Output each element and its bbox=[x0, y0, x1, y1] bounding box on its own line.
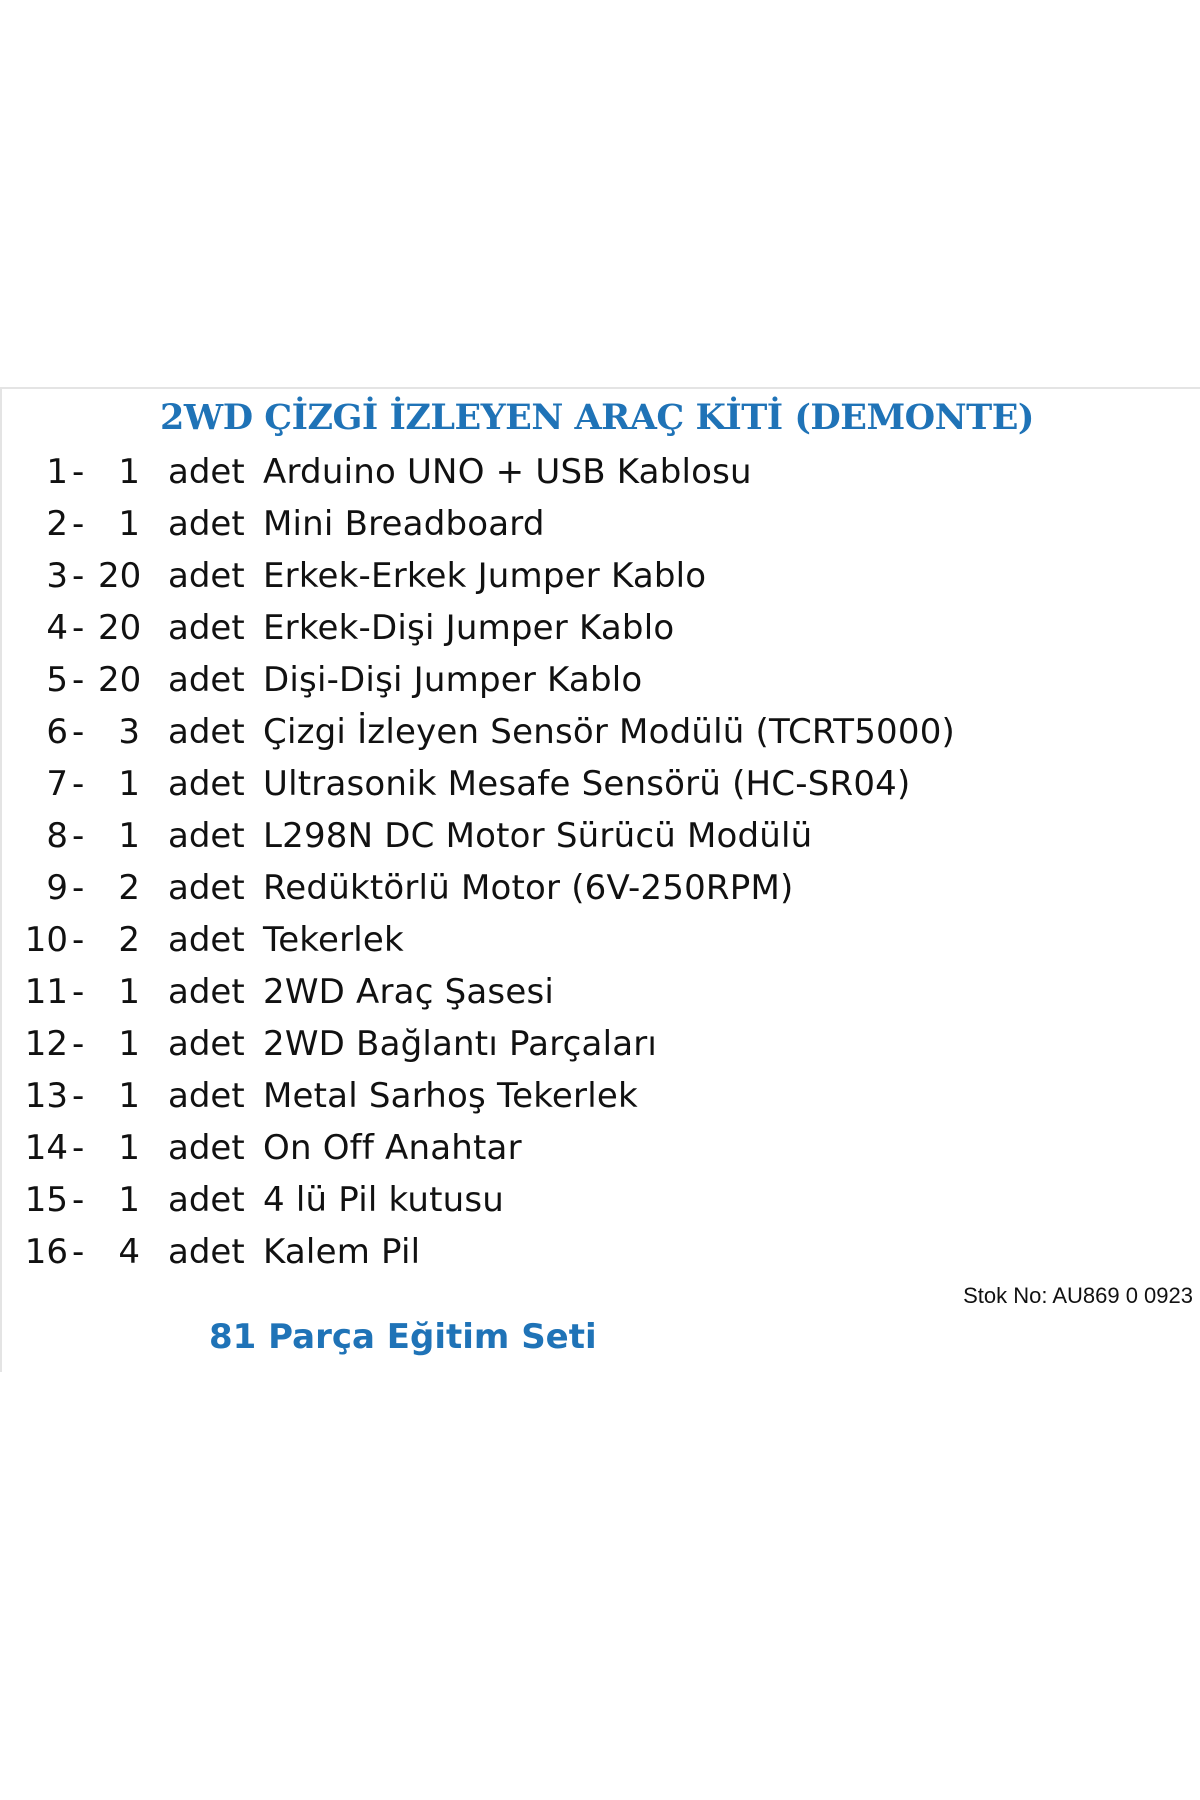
item-quantity: 1 bbox=[118, 1024, 140, 1064]
parts-list bbox=[2, 446, 1200, 1278]
item-index: 9 bbox=[46, 868, 68, 908]
list-item bbox=[2, 550, 1200, 602]
item-name: Ultrasonik Mesafe Sensörü (HC-SR04) bbox=[263, 764, 911, 804]
item-name: Metal Sarhoş Tekerlek bbox=[263, 1076, 638, 1116]
item-quantity: 1 bbox=[118, 1180, 140, 1220]
item-index: 10 bbox=[24, 920, 68, 960]
item-unit: adet bbox=[168, 1024, 245, 1064]
item-separator: - bbox=[72, 660, 85, 700]
item-quantity: 4 bbox=[118, 1232, 140, 1272]
item-index: 14 bbox=[24, 1128, 68, 1168]
item-name: Çizgi İzleyen Sensör Modülü (TCRT5000) bbox=[263, 712, 956, 752]
item-unit: adet bbox=[168, 556, 245, 596]
item-unit: adet bbox=[168, 920, 245, 960]
list-item bbox=[2, 758, 1200, 810]
item-separator: - bbox=[72, 1128, 85, 1168]
item-quantity: 2 bbox=[118, 868, 140, 908]
item-separator: - bbox=[72, 868, 85, 908]
item-quantity: 1 bbox=[118, 972, 140, 1012]
item-name: Dişi-Dişi Jumper Kablo bbox=[263, 660, 643, 700]
list-item bbox=[2, 810, 1200, 862]
item-separator: - bbox=[72, 816, 85, 856]
item-name: Tekerlek bbox=[263, 920, 404, 960]
item-quantity: 1 bbox=[118, 816, 140, 856]
list-item bbox=[2, 446, 1200, 498]
item-unit: adet bbox=[168, 452, 245, 492]
item-quantity: 1 bbox=[118, 504, 140, 544]
item-unit: adet bbox=[168, 764, 245, 804]
item-quantity: 20 bbox=[98, 660, 142, 700]
item-quantity: 1 bbox=[118, 452, 140, 492]
stock-number: Stok No: AU869 0 0923 bbox=[963, 1283, 1193, 1308]
item-index: 3 bbox=[46, 556, 68, 596]
item-quantity: 3 bbox=[118, 712, 140, 752]
item-quantity: 1 bbox=[118, 1128, 140, 1168]
item-separator: - bbox=[72, 1180, 85, 1220]
item-unit: adet bbox=[168, 608, 245, 648]
item-unit: adet bbox=[168, 868, 245, 908]
item-name: L298N DC Motor Sürücü Modülü bbox=[263, 816, 813, 856]
kit-summary: 81 Parça Eğitim Seti bbox=[209, 1317, 597, 1357]
list-item bbox=[2, 862, 1200, 914]
list-item bbox=[2, 498, 1200, 550]
item-name: On Off Anahtar bbox=[263, 1128, 522, 1168]
item-unit: adet bbox=[168, 972, 245, 1012]
item-separator: - bbox=[72, 504, 85, 544]
item-unit: adet bbox=[168, 1232, 245, 1272]
item-separator: - bbox=[72, 712, 85, 752]
item-separator: - bbox=[72, 972, 85, 1012]
item-unit: adet bbox=[168, 1128, 245, 1168]
item-separator: - bbox=[72, 920, 85, 960]
item-unit: adet bbox=[168, 712, 245, 752]
kit-contents-sheet bbox=[0, 387, 1200, 1372]
item-index: 6 bbox=[46, 712, 68, 752]
item-separator: - bbox=[72, 1024, 85, 1064]
list-item bbox=[2, 1226, 1200, 1278]
list-item bbox=[2, 1018, 1200, 1070]
item-quantity: 1 bbox=[118, 764, 140, 804]
item-index: 16 bbox=[24, 1232, 68, 1272]
item-name: Erkek-Erkek Jumper Kablo bbox=[263, 556, 707, 596]
item-unit: adet bbox=[168, 1180, 245, 1220]
list-item bbox=[2, 966, 1200, 1018]
item-quantity: 20 bbox=[98, 556, 142, 596]
kit-title: 2WD ÇİZGİ İZLEYEN ARAÇ KİTİ (DEMONTE) bbox=[160, 397, 1034, 438]
list-item bbox=[2, 1174, 1200, 1226]
item-unit: adet bbox=[168, 816, 245, 856]
item-separator: - bbox=[72, 556, 85, 596]
item-quantity: 20 bbox=[98, 608, 142, 648]
item-index: 2 bbox=[46, 504, 68, 544]
item-index: 13 bbox=[24, 1076, 68, 1116]
list-item bbox=[2, 1122, 1200, 1174]
item-quantity: 2 bbox=[118, 920, 140, 960]
item-index: 12 bbox=[24, 1024, 68, 1064]
item-separator: - bbox=[72, 1076, 85, 1116]
item-index: 8 bbox=[46, 816, 68, 856]
item-name: Kalem Pil bbox=[263, 1232, 421, 1272]
item-name: Erkek-Dişi Jumper Kablo bbox=[263, 608, 675, 648]
item-name: 4 lü Pil kutusu bbox=[263, 1180, 505, 1220]
item-unit: adet bbox=[168, 660, 245, 700]
list-item bbox=[2, 914, 1200, 966]
item-name: Redüktörlü Motor (6V-250RPM) bbox=[263, 868, 794, 908]
item-separator: - bbox=[72, 608, 85, 648]
list-item bbox=[2, 1070, 1200, 1122]
item-name: 2WD Bağlantı Parçaları bbox=[263, 1024, 658, 1064]
list-item bbox=[2, 602, 1200, 654]
item-separator: - bbox=[72, 764, 85, 804]
item-name: Mini Breadboard bbox=[263, 504, 545, 544]
item-index: 11 bbox=[24, 972, 68, 1012]
item-unit: adet bbox=[168, 504, 245, 544]
list-item bbox=[2, 706, 1200, 758]
item-index: 15 bbox=[24, 1180, 68, 1220]
item-index: 5 bbox=[46, 660, 68, 700]
list-item bbox=[2, 654, 1200, 706]
item-quantity: 1 bbox=[118, 1076, 140, 1116]
item-name: 2WD Araç Şasesi bbox=[263, 972, 555, 1012]
item-name: Arduino UNO + USB Kablosu bbox=[263, 452, 752, 492]
item-unit: adet bbox=[168, 1076, 245, 1116]
item-index: 7 bbox=[46, 764, 68, 804]
item-index: 4 bbox=[46, 608, 68, 648]
item-separator: - bbox=[72, 452, 85, 492]
item-separator: - bbox=[72, 1232, 85, 1272]
item-index: 1 bbox=[46, 452, 68, 492]
